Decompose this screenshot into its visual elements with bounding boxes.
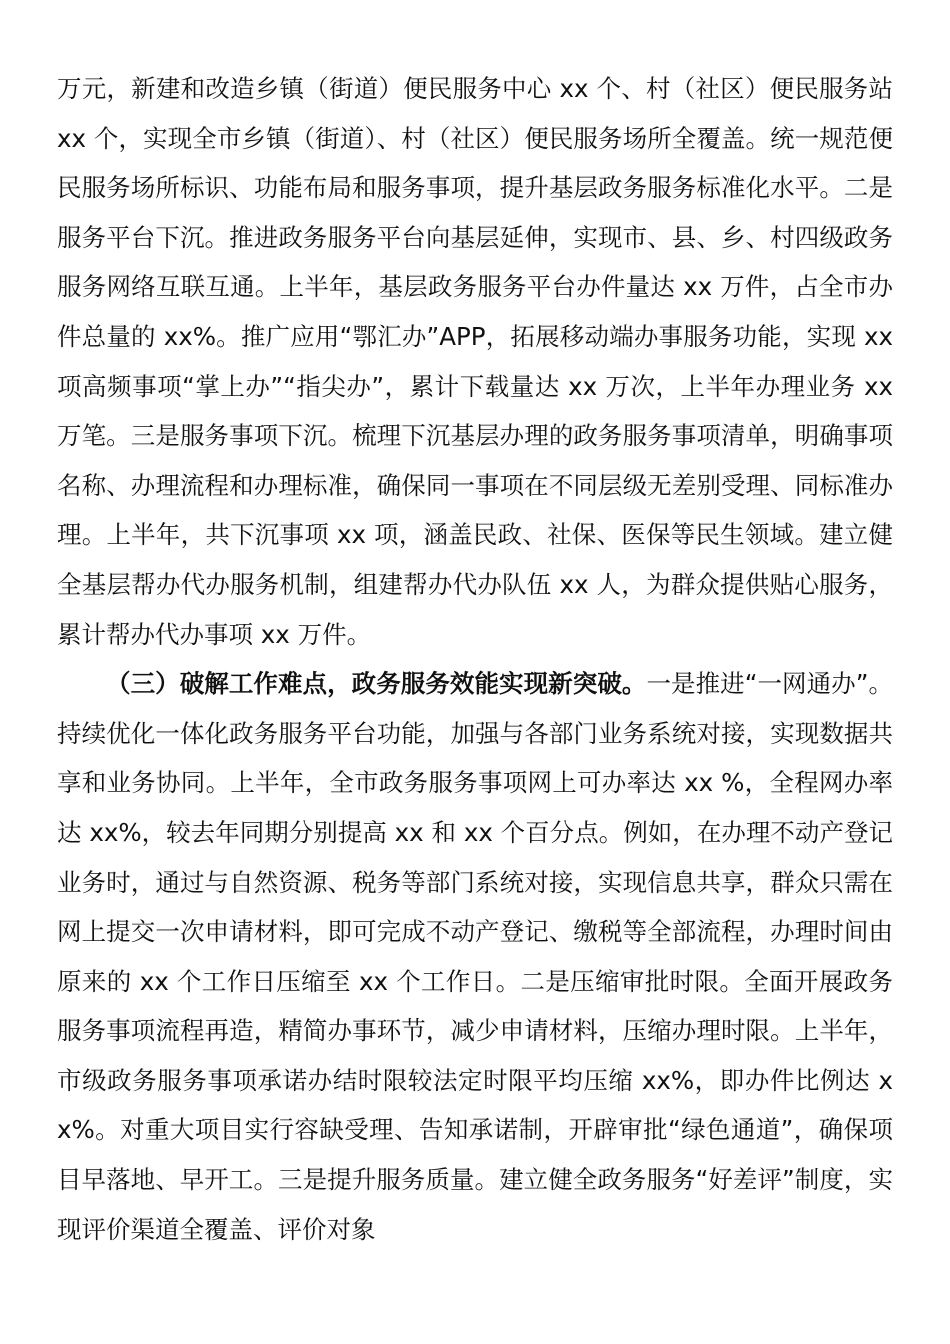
body-paragraph-1: 万元，新建和改造乡镇（街道）便民服务中心 xx 个、村（社区）便民服务站 xx 个，实现全市乡镇（街道）、村（社区）便民服务场所全覆盖。统一规范便民服务场所标识、功能布局和服务事项，提升基层政务服务标准化水平。二是服务平台下沉。推进政务服务平台向基层延伸，实现市、县、乡、村四级政务服务网络互联互通。上半年，基层政务服务平台办件量达 xx 万件，占全市办件总量的 xx%。推广应用“鄂汇办”APP，拓展移动端办事服务功能，实现 xx 项高频事项“掌上办”“指尖办”，累计下载量达 xx 万次，上半年办理业务 xx 万笔。三是服务事项下沉。梳理下沉基层办理的政务服务事项清单，明确事项名称、办理流程和办理标准，确保同一事项在不同层级无差别受理、同标准办理。上半年，共下沉事项 xx 项，涵盖民政、社保、医保等民生领域。建立健全基层帮办代办服务机制，组建帮办代办队伍 xx 人，为群众提供贴心服务，累计帮办代办事项 xx 万件。	[57, 74, 893, 649]
section-paragraph-text: 一是推进“一网通办”。持续优化一体化政务服务平台功能，加强与各部门业务系统对接，实现数据共享和业务协同。上半年，全市政务服务事项网上可办率达 xx %，全程网办率达 xx%，较去年同期分别提高 xx 和 xx 个百分点。例如，在办理不动产登记业务时，通过与自然资源、税务等部门系统对接，实现信息共享，群众只需在网上提交一次申请材料，即可完成不动产登记、缴税等全部流程，办理时间由原来的 xx 个工作日压缩至 xx 个工作日。二是压缩审批时限。全面开展政务服务事项流程再造，精简办事环节，减少申请材料，压缩办理时限。上半年，市级政务服务事项承诺办结时限较法定时限平均压缩 xx%，即办件比例达 xx%。对重大项目实行容缺受理、告知承诺制，开辟审批“绿色通道”，确保项目早落地、早开工。三是提升服务质量。建立健全政务服务“好差评”制度，实现评价渠道全覆盖、评价对象	[57, 669, 893, 1244]
section-heading-3: （三）破解工作难点，政务服务效能实现新突破。	[106, 669, 647, 699]
body-paragraph-2	[57, 659, 893, 1254]
document-body	[57, 64, 893, 1254]
